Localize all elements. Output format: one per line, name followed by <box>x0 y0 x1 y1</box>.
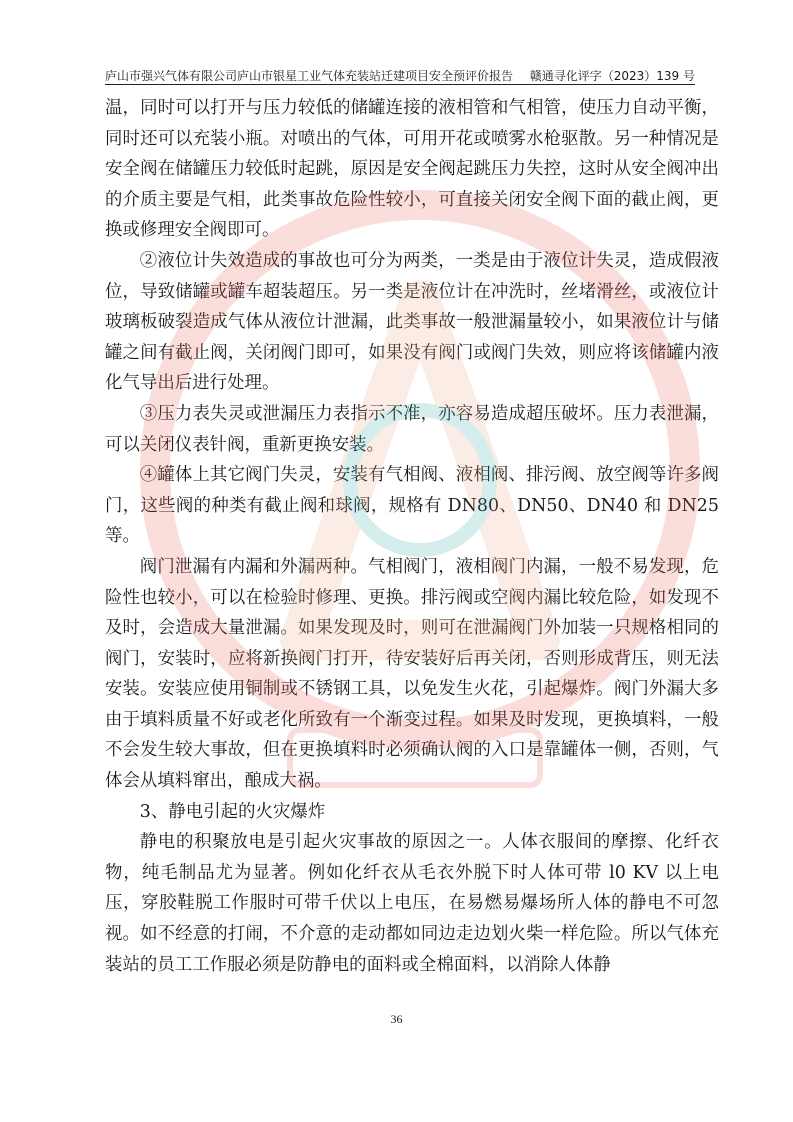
page-header <box>105 66 695 85</box>
section-heading: 3、静电引起的火灾爆炸 <box>139 801 326 822</box>
paragraph-4: ④罐体上其它阀门失灵，安装有气相阀、液相阀、排污阀、放空阀等许多阀门，这些阀的种类有截止阀和球阀，规格有 DN80、DN50、DN40 和 DN25 等。 <box>105 465 719 547</box>
paragraph-3: ③压力表失灵或泄漏压力表指示不准，亦容易造成超压破坏。压力表泄漏，可以关闭仪表针阀，重新更换安装。 <box>105 403 719 455</box>
header-report-title: 庐山市强兴气体有限公司庐山市银星工业气体充装站迁建项目安全预评价报告 <box>105 69 514 83</box>
header-report-number: 赣通寻化评字（2023）139 号 <box>529 69 695 83</box>
document-body <box>105 93 719 980</box>
paragraph-2: ②液位计失效造成的事故也可分为两类，一类是由于液位计失灵，造成假液位，导致储罐或罐车超装超压。另一类是液位计在冲洗时，丝堵滑丝，或液位计玻璃板破裂造成气体从液位计泄漏，此类事故一般泄漏量较小，如果液位计与储罐之间有截止阀，关闭阀门即可，如果没有阀门或阀门失效，则应将该储罐内液化气导出后进行处理。 <box>105 250 719 394</box>
paragraph-1: 温，同时可以打开与压力较低的储罐连接的液相管和气相管，使压力自动平衡，同时还可以充装小瓶。对喷出的气体，可用开花或喷雾水枪驱散。另一种情况是安全阀在储罐压力较低时起跳，原因是安全阀起跳压力失控，这时从安全阀冲出的介质主要是气相，此类事故危险性较小，可直接关闭安全阀下面的截止阀，更换或修理安全阀即可。 <box>105 98 719 241</box>
paragraph-6: 静电的积聚放电是引起火灾事故的原因之一。人体衣服间的摩擦、化纤衣物，纯毛制品尤为显著。例如化纤衣从毛衣外脱下时人体可带 l0 KV 以上电压，穿胶鞋脱工作服时可带千伏以上电压，在易燃易爆场所人体的静电不可忽视。如不经意的打闹，不介意的走动都如同边走边划火柴一样危险。所以气体充装站的员工工作服必须是防静电的面料或全棉面料，以消除人体静 <box>105 832 719 975</box>
paragraph-5: 阀门泄漏有内漏和外漏两种。气相阀门，液相阀门内漏，一般不易发现，危险性也较小，可以在检验时修理、更换。排污阀或空阀内漏比较危险，如发现不及时，会造成大量泄漏。如果发现及时，则可在泄漏阀门外加装一只规格相同的阀门，安装时，应将新换阀门打开，待安装好后再关闭，否则形成背压，则无法安装。安装应使用铜制或不锈钢工具，以免发生火花，引起爆炸。阀门外漏大多由于填料质量不好或老化所致有一个渐变过程。如果及时发现，更换填料，一般不会发生较大事故，但在更换填料时必须确认阀的入口是靠罐体一侧，否则，气体会从填料窜出，酿成大祸。 <box>105 556 719 792</box>
page-number: 36 <box>390 1012 403 1026</box>
